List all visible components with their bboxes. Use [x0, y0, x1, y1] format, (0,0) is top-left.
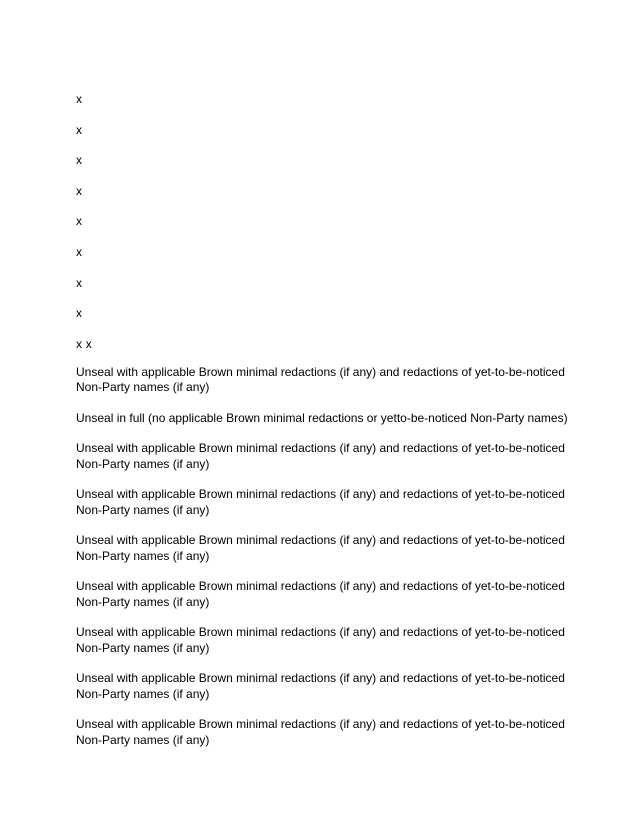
entry-line-1: Unseal with applicable Brown minimal redactions (if any) and redactions of yet-to-be-noticed — [76, 487, 565, 502]
unseal-entry — [76, 717, 566, 748]
unseal-entry — [76, 365, 566, 396]
entry-line-1: Unseal with applicable Brown minimal redactions (if any) and redactions of yet-to-be-noticed — [76, 579, 565, 594]
x-mark: x — [76, 275, 83, 290]
entry-line-1: Unseal with applicable Brown minimal redactions (if any) and redactions of yet-to-be-noticed — [76, 625, 565, 640]
entry-line-1: Unseal in full (no applicable Brown minimal redactions or yetto-be-noticed Non-Party names) — [76, 410, 568, 425]
entry-line-2: Non-Party names (if any) — [76, 380, 210, 395]
x-mark-double: x x — [76, 336, 92, 351]
unseal-entry — [76, 441, 566, 472]
unseal-entry — [76, 579, 566, 610]
entry-line-1: Unseal with applicable Brown minimal redactions (if any) and redactions of yet-to-be-noticed — [76, 717, 565, 732]
x-mark: x — [76, 183, 83, 198]
unseal-entry — [76, 533, 566, 564]
entry-line-2: Non-Party names (if any) — [76, 456, 210, 471]
unseal-entry — [76, 625, 566, 656]
entry-line-1: Unseal with applicable Brown minimal redactions (if any) and redactions of yet-to-be-noticed — [76, 533, 565, 548]
unseal-entry — [76, 411, 566, 427]
unseal-entry — [76, 671, 566, 702]
entry-line-2: Non-Party names (if any) — [76, 548, 210, 563]
x-mark: x — [76, 214, 83, 229]
entry-line-2: Non-Party names (if any) — [76, 502, 210, 517]
x-mark: x — [76, 153, 83, 168]
document-body — [76, 92, 566, 763]
entry-line-2: Non-Party names (if any) — [76, 686, 210, 701]
unseal-entry — [76, 487, 566, 518]
entry-line-2: Non-Party names (if any) — [76, 594, 210, 609]
entry-line-1: Unseal with applicable Brown minimal redactions (if any) and redactions of yet-to-be-noticed — [76, 671, 565, 686]
x-mark: x — [76, 244, 83, 259]
entry-line-2: Non-Party names (if any) — [76, 640, 210, 655]
x-mark: x — [76, 92, 83, 106]
entry-line-1: Unseal with applicable Brown minimal redactions (if any) and redactions of yet-to-be-noticed — [76, 441, 565, 456]
entry-line-1: Unseal with applicable Brown minimal redactions (if any) and redactions of yet-to-be-noticed — [76, 364, 565, 379]
x-mark: x — [76, 306, 83, 321]
entry-line-2: Non-Party names (if any) — [76, 732, 210, 747]
x-mark: x — [76, 122, 83, 137]
